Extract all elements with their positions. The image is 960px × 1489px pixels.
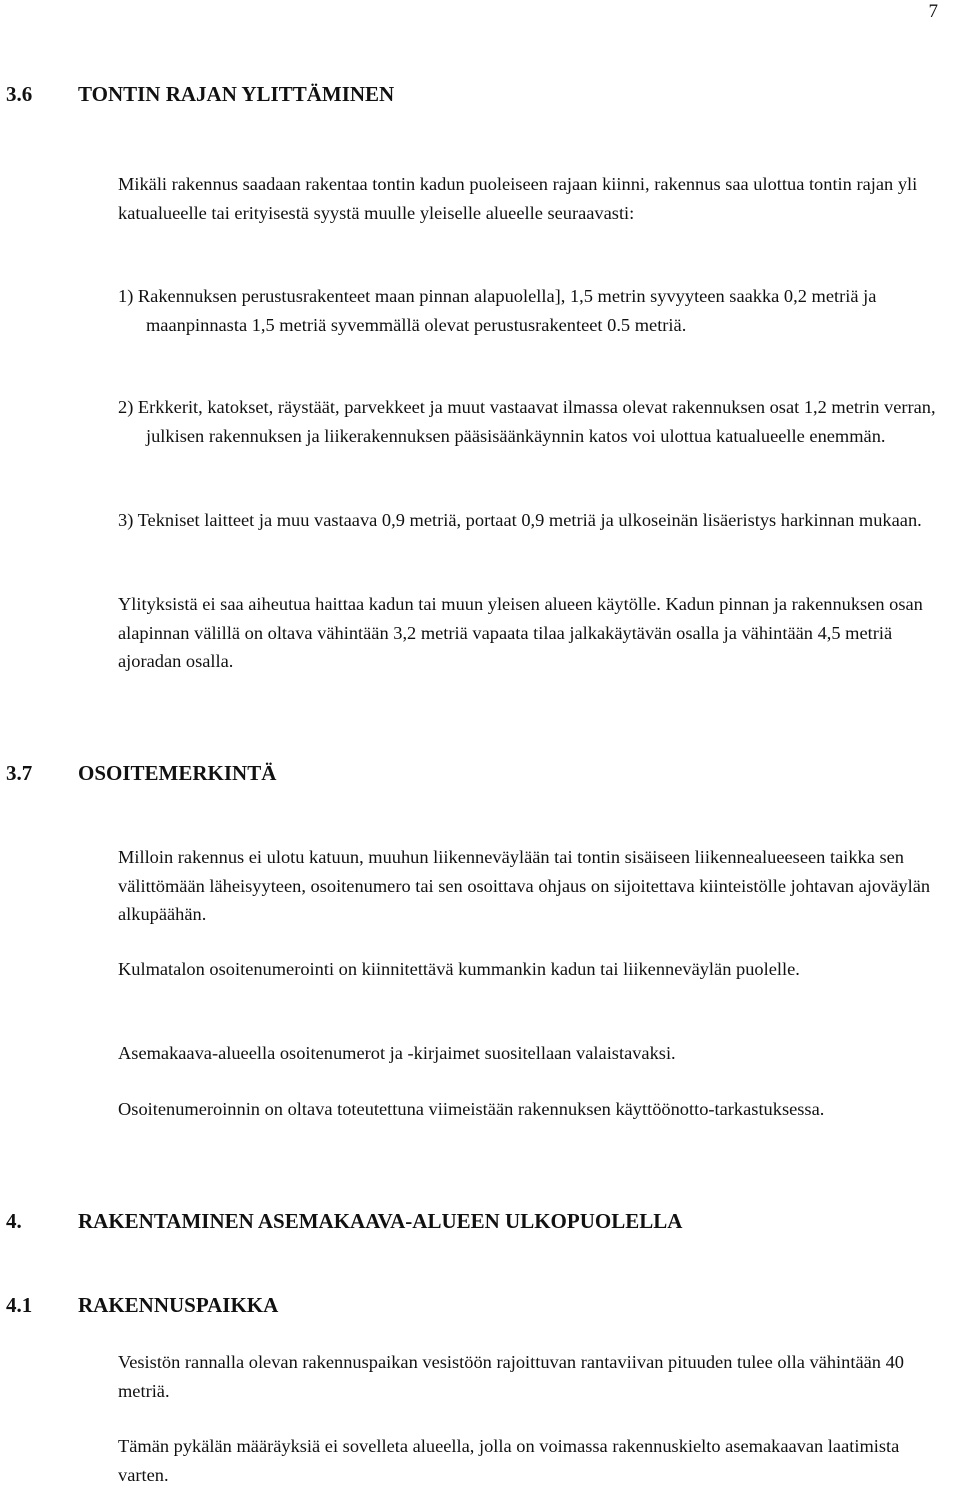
- section-3-7-heading: [6, 760, 276, 786]
- list-item: 3) Tekniset laitteet ja muu vastaava 0,9 metriä, portaat 0,9 metriä ja ulkoseinän lisäeristys harkinnan mukaan.: [118, 510, 922, 530]
- paragraph: Vesistön rannalla olevan rakennuspaikan vesistöön rajoittuvan rantaviivan pituuden tulee olla vähintään 40 metriä.: [118, 1352, 904, 1401]
- section-4-1-heading: [6, 1292, 278, 1318]
- section-title: OSOITEMERKINTÄ: [78, 761, 277, 785]
- section-3-6-intro: Mikäli rakennus saadaan rakentaa tontin kadun puoleiseen rajaan kiinni, rakennus saa ulottua tontin rajan yli katualueelle tai erityisestä syystä muulle yleiselle alueelle seuraavasti:: [118, 174, 918, 223]
- section-title: RAKENTAMINEN ASEMAKAAVA-ALUEEN ULKOPUOLELLA: [78, 1209, 683, 1233]
- page-number: 7: [928, 1, 938, 22]
- section-number: 3.6: [6, 82, 33, 106]
- paragraph: Osoitenumeroinnin on oltava toteutettuna viimeistään rakennuksen käyttöönotto-tarkastuksessa.: [118, 1099, 825, 1119]
- section-number: 4.: [6, 1209, 22, 1233]
- list-item: 1) Rakennuksen perustusrakenteet maan pinnan alapuolella], 1,5 metrin syvyyteen saakka 0,2 metriä ja maanpinnasta 1,5 metriä syvemmällä olevat perustusrakenteet 0.5 metriä.: [118, 286, 877, 335]
- section-3-6-closing: Ylityksistä ei saa aiheutua haittaa kadun tai muun yleisen alueen käytölle. Kadun pinnan ja rakennuksen osan alapinnan välillä on oltava vähintään 3,2 metriä vapaata tilaa jalkakäytävän osalla ja vähintään 4,5 metriä ajoradan osalla.: [118, 594, 923, 671]
- section-4-heading: [6, 1208, 682, 1234]
- section-title: RAKENNUSPAIKKA: [78, 1293, 279, 1317]
- section-number: 4.1: [6, 1293, 33, 1317]
- paragraph: Tämän pykälän määräyksiä ei sovelleta alueella, jolla on voimassa rakennuskielto asemakaavan laatimista varten.: [118, 1436, 900, 1485]
- list-item: 2) Erkkerit, katokset, räystäät, parvekkeet ja muut vastaavat ilmassa olevat rakennuksen osat 1,2 metrin verran, julkisen rakennuksen ja liikerakennuksen pääsisäänkäynnin katos voi ulottua katualueelle enemmän.: [118, 397, 936, 446]
- paragraph: Asemakaava-alueella osoitenumerot ja -kirjaimet suositellaan valaistavaksi.: [118, 1043, 676, 1063]
- paragraph: Kulmatalon osoitenumerointi on kiinnitettävä kummankin kadun tai liikenneväylän puolelle.: [118, 959, 800, 979]
- section-3-6-heading: [6, 81, 394, 107]
- section-title: TONTIN RAJAN YLITTÄMINEN: [78, 82, 395, 106]
- section-number: 3.7: [6, 761, 33, 785]
- paragraph: Milloin rakennus ei ulotu katuun, muuhun liikenneväylään tai tontin sisäiseen liikennealueeseen taikka sen välittömään läheisyyteen, osoitenumero tai sen osoittava ohjaus on sijoitettava kiinteistölle johtavan ajoväylän alkupäähän.: [118, 847, 931, 924]
